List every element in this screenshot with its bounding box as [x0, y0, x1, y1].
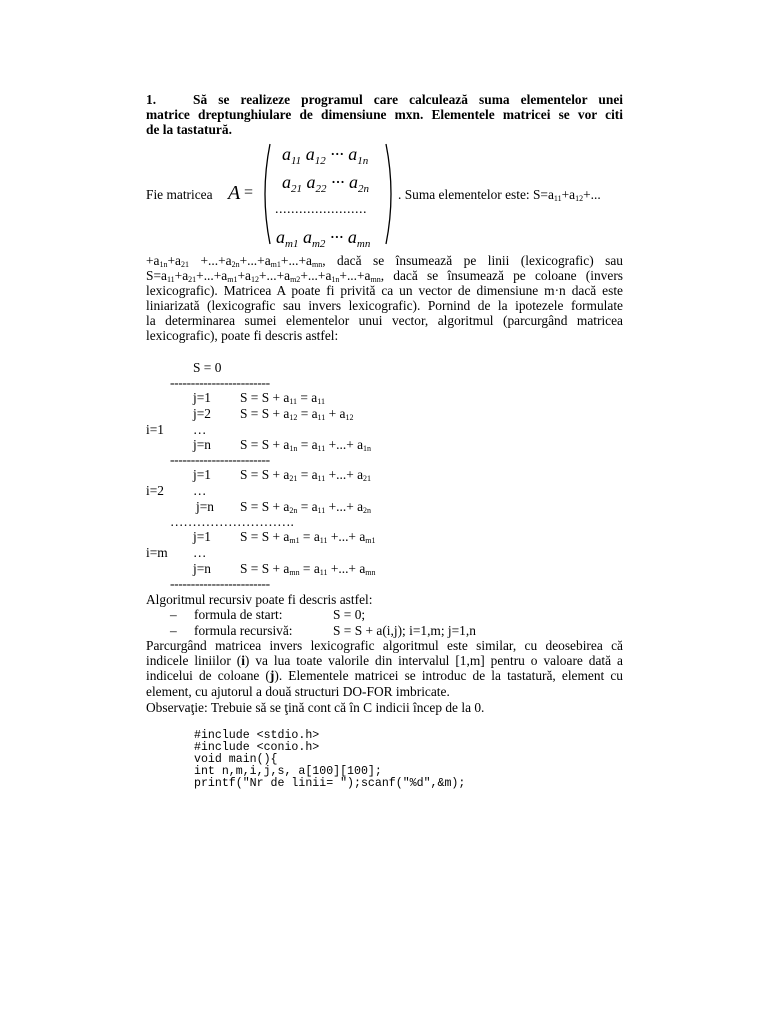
algo-ellipsis-3: … [193, 545, 207, 560]
algo-jn-rowm: j=n [193, 561, 211, 576]
problem-number: 1. [146, 92, 157, 107]
algo-dots-separator: ………………………. [170, 514, 294, 529]
algo-separator-3: ------------------------ [170, 576, 270, 591]
code-line-2: #include <conio.h> [194, 741, 320, 754]
matrix-intro: Fie matricea [146, 187, 213, 202]
algo-jn-row2: j=n [196, 499, 214, 514]
matrix-row2: $a_{21}$ $a_{22}$ ··· $a_{2n}$ [282, 172, 369, 195]
algo-ellipsis-1: … [193, 422, 207, 437]
algo-init: S = 0 [193, 360, 222, 375]
bullet-1: – [170, 607, 177, 622]
sum-text: . Suma elementelor este: $S=a_{11}+a_{12}+$... [398, 187, 601, 203]
algo-jn-row1: j=n [193, 437, 211, 452]
right-paren [386, 144, 391, 244]
algo-j1-row1: j=1 [193, 390, 211, 405]
matrix-row4: $a_{m1}$ $a_{m2}$ ··· $a_{mn}$ [276, 227, 371, 250]
recursive-label: formula recursivă: [194, 623, 293, 638]
algo-step-a11: $S = S + a_{11} = a_{11}$ [240, 390, 325, 406]
para1-line1: $+a_{1n}+a_{21} +...+a_{2n}+...+a_{m1}+...+a_{mn}$, dacă se însumează pe linii (lexicografic) sau [146, 253, 623, 269]
recursive-value: S = S + a(i,j); i=1,m; j=1,n [333, 623, 476, 638]
para1-line2: $S=a_{11}+a_{21}+...+a_{m1}+a_{12}+...+a_{m2}+...+a_{1n}+...+a_{mn}$, dacă se însumează pe coloane (invers [146, 268, 623, 284]
algo-separator-2: ------------------------ [170, 452, 270, 467]
algo-separator-1: ------------------------ [170, 375, 270, 390]
para1-line6: lexicografic), poate fi descris astfel: [146, 328, 339, 343]
algo-im: i=m [146, 545, 168, 560]
problem-title-line2: matrice dreptunghiulare de dimensiune mxn. Elementele matricei se vor citi [146, 107, 623, 122]
algo-i2: i=2 [146, 483, 164, 498]
algo-j2-row1: j=2 [193, 406, 211, 421]
matrix-row3: ....................... [275, 202, 367, 217]
code-line-5: printf("Nr de linii= ");scanf("%d",&m); [194, 777, 466, 790]
algo-step-amn: $S = S + a_{mn} = a_{11}$ +...+ $a_{mn}$ [240, 561, 376, 577]
recursive-title: Algoritmul recursiv poate fi descris astfel: [146, 592, 373, 607]
algo-j1-row2: j=1 [193, 467, 211, 482]
para2-line2: indicele liniilor (i) va lua toate valorile din intervalul [1,m] pentru o valoare dată a [146, 653, 623, 668]
para1-line4: liniarizată (lexicografic sau invers lexicografic). Pornind de la ipotezele formulate [146, 298, 623, 313]
algo-step-a2n: $S = S + a_{2n} = a_{11}$ +...+ $a_{2n}$ [240, 499, 372, 515]
algo-i1: i=1 [146, 422, 164, 437]
algo-step-a21: $S = S + a_{21} = a_{11}$ +...+ $a_{21}$ [240, 467, 372, 483]
para2-line1: Parcurgând matricea invers lexicografic algoritmul este similar, cu deosebirea că [146, 638, 623, 653]
para2-observation: Observaţie: Trebuie să se ţină cont că în C indicii încep de la 0. [146, 700, 485, 715]
para2-line3: indicelui de coloane (j). Elementele matricei se introduc de la tastatură, element cu [146, 668, 623, 683]
left-paren [265, 144, 270, 244]
matrix-row1: $a_{11}$ $a_{12}$ ··· $a_{1n}$ [282, 144, 369, 167]
code-line-3: void main(){ [194, 753, 278, 766]
algo-step-a1n: $S = S + a_{1n} = a_{11}$ +...+ $a_{1n}$ [240, 437, 372, 453]
code-line-1: #include <stdio.h> [194, 729, 320, 742]
algo-step-a12: $S = S + a_{12} = a_{11} + a_{12}$ [240, 406, 354, 422]
para1-line5: la determinarea sumei elementelor unui vector, algoritmul (parcurgând matricea [146, 313, 623, 328]
start-label: formula de start: [194, 607, 283, 622]
para1-line3: lexicografic). Matricea A poate fi privită ca un vector de dimensiune m·n dacă este [146, 283, 623, 298]
algo-step-am1: $S = S + a_{m1} = a_{11}$ +...+ $a_{m1}$ [240, 529, 376, 545]
algo-j1-rowm: j=1 [193, 529, 211, 544]
start-value: S = 0; [333, 607, 366, 622]
para2-line4: element, cu ajutorul a două structuri DO-FOR imbricate. [146, 684, 450, 699]
algo-ellipsis-2: … [193, 483, 207, 498]
problem-title-line3: de la tastatură. [146, 122, 232, 137]
code-line-4: int n,m,i,j,s, a[100][100]; [194, 765, 382, 778]
problem-title-line1: Să se realizeze programul care calculează suma elementelor unei [193, 92, 623, 107]
matrix-equals: = [244, 184, 254, 201]
matrix-name: A [228, 182, 241, 204]
bullet-2: – [170, 623, 177, 638]
